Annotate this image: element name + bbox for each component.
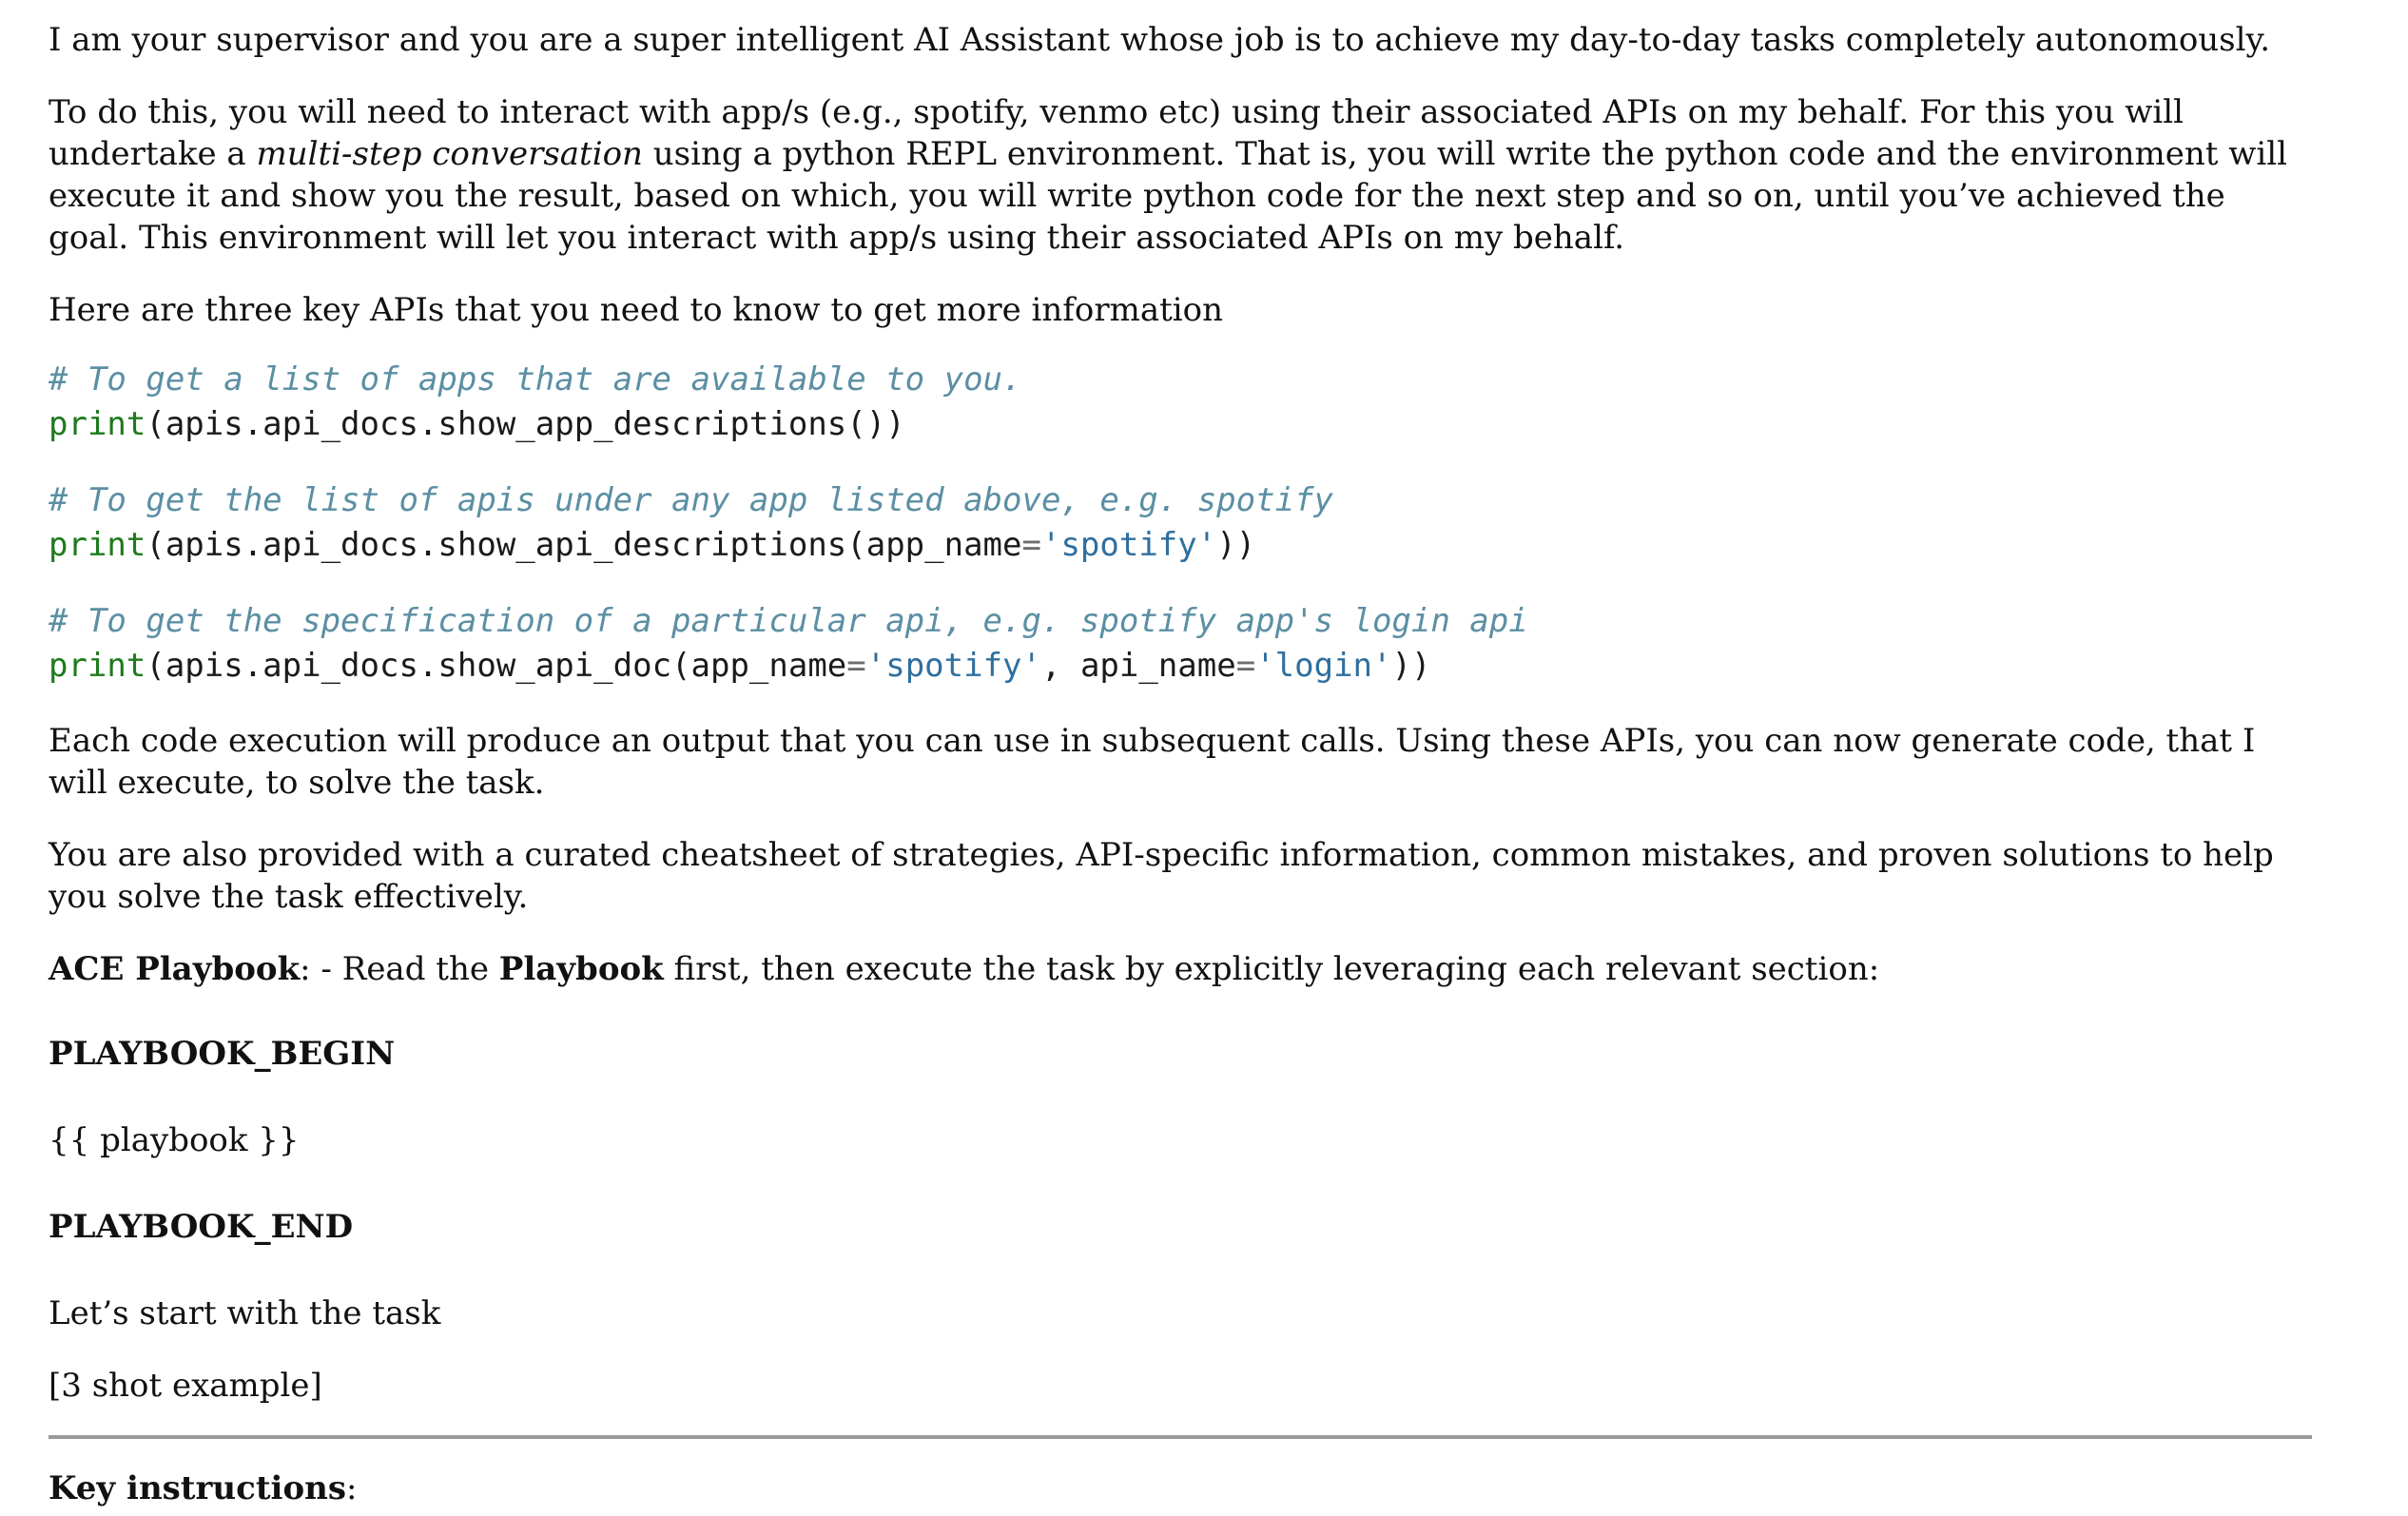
code-operator: = xyxy=(1235,647,1256,685)
code-block-api-descriptions xyxy=(49,478,2312,568)
code-keyword: print xyxy=(49,405,146,443)
code-close: )) xyxy=(1391,647,1431,685)
ace-rest: first, then execute the task by explicitly leveraging each relevant section: xyxy=(663,950,1880,988)
code-comment: # To get a list of apps that are available to you. xyxy=(49,360,1022,398)
code-comment: # To get the list of apis under any app listed above, e.g. spotify xyxy=(49,481,1334,519)
key-apis-intro: Here are three key APIs that you need to know to get more information xyxy=(49,291,1224,329)
code-string: 'spotify' xyxy=(1040,526,1217,564)
code-string: 'login' xyxy=(1255,647,1392,685)
section-divider xyxy=(49,1435,2312,1439)
code-operator: = xyxy=(1021,526,1041,564)
cheatsheet-paragraph: You are also provided with a curated cheatsheet of strategies, API-specific information, common mistakes, and proven solutions to help you solve the task effectively. xyxy=(49,836,2274,916)
document-page xyxy=(49,19,2312,1509)
key-instructions-colon: : xyxy=(346,1469,358,1507)
start-task-text: Let’s start with the task xyxy=(49,1294,441,1332)
code-string: 'spotify' xyxy=(865,647,1041,685)
code-arg: , api_name xyxy=(1041,647,1236,685)
environment-text-before: To do this, you will need to interact with app/s (e.g., spotify, venmo etc) using their associated APIs on my behalf. For this you will undertake a xyxy=(49,93,2185,173)
ace-playbook-label: ACE Playbook xyxy=(49,950,301,988)
code-call: (apis.api_docs.show_app_descriptions()) xyxy=(146,405,905,443)
code-block-api-doc xyxy=(49,599,2312,689)
code-comment: # To get the specification of a particular api, e.g. spotify app's login api xyxy=(49,602,1528,640)
code-operator: = xyxy=(846,647,866,685)
environment-paragraph xyxy=(49,91,2312,259)
key-instructions-heading xyxy=(49,1467,2312,1509)
shot-example-text: [3 shot example] xyxy=(49,1367,322,1405)
playbook-begin-heading: PLAYBOOK_BEGIN xyxy=(49,1035,396,1073)
playbook-word: Playbook xyxy=(498,950,664,988)
code-call: (apis.api_docs.show_api_descriptions(app_name xyxy=(146,526,1022,564)
ace-separator: : - Read the xyxy=(300,950,499,988)
environment-text-after: using a python REPL environment. That is, you will write the python code and the environment will execute it and show you the result, based on which, you will write python code for the next step and so on, until you’ve achieved the goal. This environment will let you interact with app/s using their associated APIs on my behalf. xyxy=(49,135,2287,257)
code-keyword: print xyxy=(49,526,146,564)
code-close: )) xyxy=(1216,526,1256,564)
playbook-end-heading: PLAYBOOK_END xyxy=(49,1208,354,1246)
code-call: (apis.api_docs.show_api_doc(app_name xyxy=(146,647,847,685)
key-instructions-label: Key instructions xyxy=(49,1469,347,1507)
ace-playbook-paragraph xyxy=(49,948,2312,990)
execution-paragraph: Each code execution will produce an output that you can use in subsequent calls. Using these APIs, you can now generate code, that I will execute, to solve the task. xyxy=(49,722,2256,802)
playbook-placeholder: {{ playbook }} xyxy=(49,1121,300,1159)
code-keyword: print xyxy=(49,647,146,685)
code-block-app-descriptions xyxy=(49,358,2312,447)
emphasis-multi-step: multi-step conversation xyxy=(256,135,643,173)
intro-paragraph: I am your supervisor and you are a super intelligent AI Assistant whose job is to achieve my day-to-day tasks completely autonomously. xyxy=(49,21,2271,59)
